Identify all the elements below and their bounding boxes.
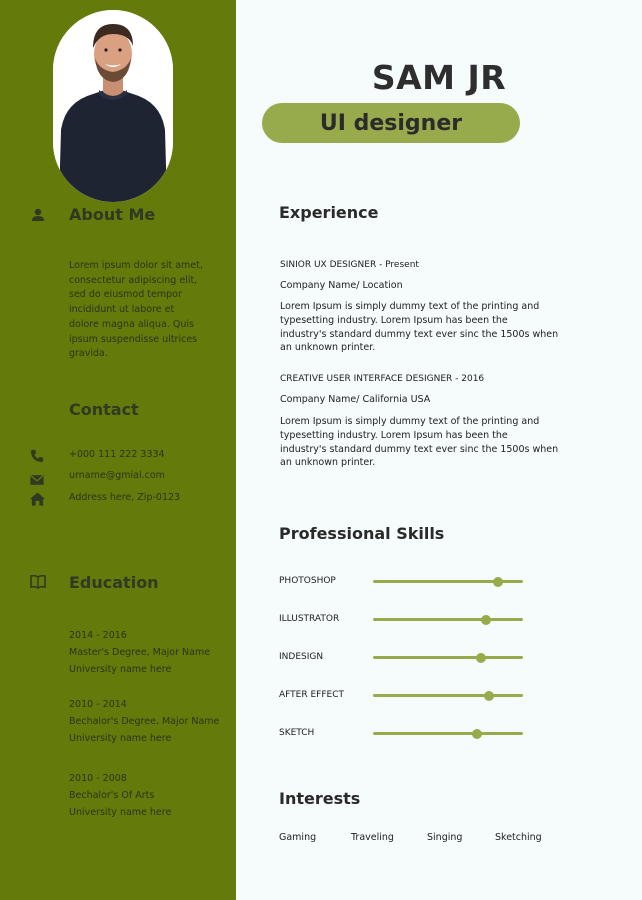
person-icon xyxy=(30,207,46,223)
skill-level-marker xyxy=(484,691,494,701)
book-icon xyxy=(30,574,46,590)
home-icon xyxy=(30,491,46,507)
job-title: CREATIVE USER INTERFACE DESIGNER - 2016 xyxy=(280,374,485,384)
education-school: University name here xyxy=(69,733,172,744)
job-desc-line: an unknown printer. xyxy=(280,342,376,354)
interest-item: Gaming xyxy=(279,832,317,843)
job-desc-line: typesetting industry. Lorem Ipsum has been the xyxy=(280,429,508,441)
job-desc-line: Lorem Ipsum is simply dummy text of the printing and xyxy=(280,416,540,427)
job-desc-line: typesetting industry. Lorem Ipsum has been the xyxy=(280,314,508,326)
contact-heading: Contact xyxy=(69,400,139,419)
interest-item: Sketching xyxy=(495,832,542,843)
skill-bar xyxy=(373,732,523,735)
interest-item: Singing xyxy=(427,832,463,843)
education-degree: Master's Degree, Major Name xyxy=(69,647,211,658)
skill-level-marker xyxy=(476,653,486,663)
about-line: incididunt ut labore et xyxy=(69,304,175,316)
job-desc-line: an unknown printer. xyxy=(280,457,376,469)
job-desc-line: industry's standard dummy text ever sinc the 1500s when xyxy=(280,443,559,455)
skill-level-marker xyxy=(472,729,482,739)
education-item xyxy=(69,696,229,747)
phone-icon xyxy=(30,448,46,464)
education-degree: Bechalor's Degree, Major Name xyxy=(69,716,220,727)
about-line: sed do eiusmod tempor xyxy=(69,289,182,301)
education-school: University name here xyxy=(69,807,172,818)
role-badge xyxy=(262,103,520,143)
about-line: ipsum suspendisse ultrices xyxy=(69,333,198,345)
experience-heading: Experience xyxy=(279,203,379,222)
skill-label: PHOTOSHOP xyxy=(279,576,336,586)
job-desc-line: Lorem Ipsum is simply dummy text of the printing and xyxy=(280,301,540,312)
education-years: 2010 - 2014 xyxy=(69,699,127,710)
contact-address: Address here, Zip-0123 xyxy=(69,492,181,503)
about-line: gravida. xyxy=(69,348,108,360)
main-content xyxy=(236,0,642,900)
skills-heading: Professional Skills xyxy=(279,524,445,543)
role-label: UI designer xyxy=(319,110,463,136)
about-line: Lorem ipsum dolor sit amet, xyxy=(69,260,203,271)
contact-phone: +000 111 222 3334 xyxy=(69,449,165,460)
candidate-name: SAM JR xyxy=(371,58,507,97)
contact-email: urname@gmial.com xyxy=(69,470,165,481)
about-line: consectetur adipiscing elit, xyxy=(69,274,198,286)
education-heading: Education xyxy=(69,573,159,592)
education-years: 2010 - 2008 xyxy=(69,773,127,784)
skill-bar xyxy=(373,580,523,583)
about-heading: About Me xyxy=(69,205,156,224)
job-desc-line: industry's standard dummy text ever sinc the 1500s when xyxy=(280,328,559,340)
about-line: dolore magna aliqua. Quis xyxy=(69,318,194,330)
skill-label: INDESIGN xyxy=(279,652,324,662)
skill-bar xyxy=(373,656,523,659)
job-company: Company Name/ Location xyxy=(280,280,403,291)
skill-bar xyxy=(373,618,523,621)
skill-level-marker xyxy=(493,577,503,587)
mail-icon xyxy=(30,471,46,487)
skill-bar xyxy=(373,694,523,697)
about-text xyxy=(69,259,219,362)
education-item xyxy=(69,627,229,678)
education-item xyxy=(69,770,229,821)
interest-item: Traveling xyxy=(351,832,394,843)
job-description xyxy=(280,300,560,355)
education-degree: Bechalor's Of Arts xyxy=(69,790,155,801)
education-years: 2014 - 2016 xyxy=(69,630,127,641)
interests-heading: Interests xyxy=(279,789,361,808)
job-title: SINIOR UX DESIGNER - Present xyxy=(280,260,419,270)
skill-label: AFTER EFFECT xyxy=(279,690,344,700)
sidebar xyxy=(0,0,236,900)
skill-level-marker xyxy=(481,615,491,625)
job-description xyxy=(280,415,560,470)
skill-label: SKETCH xyxy=(279,728,315,738)
profile-photo xyxy=(53,10,173,202)
education-school: University name here xyxy=(69,664,172,675)
skill-label: ILLUSTRATOR xyxy=(279,614,340,624)
job-company: Company Name/ California USA xyxy=(280,394,431,405)
